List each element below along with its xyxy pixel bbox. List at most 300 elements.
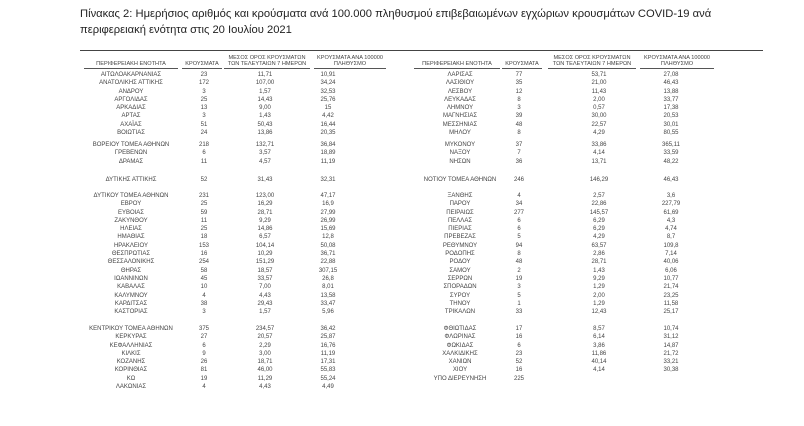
table-row — [0, 375, 804, 383]
cell-per100k: 36,42 — [320, 326, 336, 332]
cell-cases: 16 — [200, 251, 208, 258]
table-row — [0, 141, 804, 149]
cell-avg: 50,43 — [257, 121, 273, 128]
header-region: ΠΕΡΙΦΕΡΕΙΑΚΗ ΕΝΟΤΗΤΑ — [84, 61, 178, 69]
cell-region: ΠΕΛΛΑΣ — [447, 217, 473, 224]
cell-avg: 2,00 — [593, 292, 605, 299]
header-per100k: ΚΡΟΥΣΜΑΤΑ ΑΝΑ 100000 ΠΛΗΘΥΣΜΟ — [640, 55, 714, 69]
table-row — [0, 209, 804, 217]
cell-cases: 94 — [515, 242, 523, 249]
table-row — [0, 88, 804, 96]
cell-region: ΛΑΚΩΝΙΑΣ — [115, 384, 147, 391]
cell-per100k: 27,08 — [663, 72, 679, 78]
cell-avg: 18,57 — [257, 267, 273, 274]
cell-cases: 11 — [200, 217, 208, 224]
cell-cases: 59 — [200, 209, 208, 216]
cell-avg: 53,71 — [591, 72, 607, 78]
cell-avg: 63,57 — [591, 242, 607, 249]
cell-cases: 5 — [517, 234, 521, 241]
cell-avg: 33,86 — [591, 142, 607, 148]
cell-per100k: 17,38 — [663, 105, 679, 112]
cell-per100k: 11,19 — [320, 158, 336, 165]
cell-cases: 8 — [517, 96, 521, 103]
cell-region: ΛΕΣΒΟΥ — [447, 88, 473, 95]
cell-avg: 4,29 — [593, 234, 605, 241]
cell-per100k: 4,49 — [322, 384, 334, 391]
cell-per100k: 33,59 — [663, 150, 679, 157]
cell-region: ΒΟΙΩΤΙΑΣ — [117, 130, 145, 137]
table-row — [0, 358, 804, 366]
cell-per100k: 26,8 — [322, 275, 334, 282]
cell-per100k: 40,06 — [663, 259, 679, 266]
cell-per100k: 33,47 — [320, 300, 336, 307]
cell-per100k: 6,06 — [665, 267, 677, 274]
cell-region: ΙΩΑΝΝΙΝΩΝ — [114, 275, 148, 282]
cell-cases: 6 — [517, 226, 521, 233]
cell-per100k: 15 — [324, 105, 332, 112]
cell-region: ΧΑΛΚΙΔΙΚΗΣ — [442, 350, 478, 357]
cell-avg: 1,29 — [593, 300, 605, 307]
cell-region: ΑΧΑΪΑΣ — [120, 121, 142, 128]
cell-region: ΛΕΥΚΑΔΑΣ — [444, 96, 476, 103]
header-region: ΠΕΡΙΦΕΡΕΙΑΚΗ ΕΝΟΤΗΤΑ — [414, 61, 500, 69]
cell-avg: 12,43 — [591, 309, 607, 316]
cell-avg: 1,43 — [259, 113, 271, 120]
cell-cases: 225 — [513, 375, 524, 382]
cell-avg: 1,29 — [593, 284, 605, 291]
cell-per100k: 26,99 — [320, 217, 336, 224]
cell-per100k: 17,31 — [320, 359, 336, 366]
cell-avg: 10,29 — [257, 251, 273, 258]
cell-cases: 9 — [202, 350, 206, 357]
cell-cases: 45 — [200, 275, 208, 282]
cell-per100k: 10,91 — [320, 72, 336, 78]
cell-avg: 9,00 — [259, 105, 271, 112]
cell-cases: 25 — [200, 96, 208, 103]
cell-region: ΚΑΒΑΛΑΣ — [117, 284, 145, 291]
cell-avg: 33,57 — [257, 275, 273, 282]
cell-cases: 33 — [515, 309, 523, 316]
table-row — [0, 242, 804, 250]
cell-cases: 7 — [517, 150, 521, 157]
cell-avg: 7,00 — [259, 284, 271, 291]
cell-avg: 13,86 — [257, 130, 273, 137]
cell-per100k: 11,19 — [320, 350, 336, 357]
cell-region: ΘΗΡΑΣ — [120, 267, 142, 274]
cell-region: ΝΑΞΟΥ — [449, 150, 471, 157]
cell-per100k: 12,8 — [322, 234, 334, 241]
table-row — [0, 325, 804, 333]
cell-cases: 6 — [202, 150, 206, 157]
cell-per100k: 32,31 — [320, 177, 336, 183]
table-row — [0, 225, 804, 233]
cell-region: ΑΡΤΑΣ — [121, 113, 141, 120]
cell-per100k: 20,53 — [663, 113, 679, 120]
table-row — [0, 121, 804, 129]
cell-per100k: 33,21 — [663, 359, 679, 366]
cell-per100k: 36,84 — [320, 142, 336, 148]
cell-region: ΦΩΚΙΔΑΣ — [446, 342, 474, 349]
cell-avg: 30,00 — [591, 113, 607, 120]
table-row — [0, 96, 804, 104]
table-group — [0, 325, 804, 391]
cell-cases: 3 — [202, 113, 206, 120]
cell-cases: 39 — [515, 113, 523, 120]
cell-per100k: 21,74 — [663, 284, 679, 291]
cell-per100k: 25,17 — [663, 309, 679, 316]
cell-region: ΔΡΑΜΑΣ — [118, 158, 144, 165]
cell-per100k: 20,35 — [320, 130, 336, 137]
cell-per100k: 16,76 — [320, 342, 336, 349]
cell-cases: 6 — [517, 342, 521, 349]
cell-avg: 28,71 — [257, 209, 273, 216]
cell-avg: 4,14 — [593, 367, 605, 374]
cell-region: ΚΕΡΚΥΡΑΣ — [115, 334, 147, 341]
cell-avg: 146,29 — [589, 177, 609, 183]
cell-cases: 58 — [200, 267, 208, 274]
table-row — [0, 158, 804, 166]
cell-region: ΑΝΑΤΟΛΙΚΗΣ ΑΤΤΙΚΗΣ — [99, 80, 163, 87]
cell-avg: 11,43 — [591, 88, 607, 95]
cell-cases: 2 — [517, 267, 521, 274]
table-group — [0, 192, 804, 316]
cell-avg: 3,86 — [593, 342, 605, 349]
cell-cases: 17 — [515, 326, 523, 332]
cell-avg: 14,43 — [257, 96, 273, 103]
cell-per100k: 16,9 — [322, 201, 334, 208]
cell-region: ΤΡΙΚΑΛΩΝ — [444, 309, 476, 316]
cell-cases: 35 — [515, 80, 523, 87]
cell-per100k: 47,17 — [320, 193, 336, 199]
cell-cases: 16 — [515, 334, 523, 341]
cell-avg: 11,71 — [257, 72, 273, 78]
cell-avg: 14,86 — [257, 226, 273, 233]
cell-region: ΛΗΜΝΟΥ — [446, 105, 474, 112]
cell-region: ΚΑΛΥΜΝΟΥ — [114, 292, 148, 299]
cell-avg: 1,43 — [593, 267, 605, 274]
cell-per100k: 23,25 — [663, 292, 679, 299]
cell-avg: 4,57 — [259, 158, 271, 165]
cell-avg: 132,71 — [255, 142, 275, 148]
cell-avg: 46,00 — [257, 367, 273, 374]
cell-per100k: 10,77 — [663, 275, 679, 282]
cell-per100k: 4,42 — [322, 113, 334, 120]
table-group — [0, 141, 804, 166]
cell-per100k: 7,14 — [665, 251, 677, 258]
cell-cases: 34 — [515, 201, 523, 208]
cell-region: ΛΑΡΙΣΑΣ — [447, 72, 473, 78]
cell-cases: 48 — [515, 121, 523, 128]
cell-avg: 21,00 — [591, 80, 607, 87]
cell-avg: 6,29 — [593, 226, 605, 233]
cell-cases: 6 — [202, 342, 206, 349]
cell-avg: 9,29 — [593, 275, 605, 282]
cell-region: ΦΘΙΩΤΙΔΑΣ — [443, 326, 477, 332]
cell-per100k: 61,69 — [663, 209, 679, 216]
cell-avg: 31,43 — [257, 177, 273, 183]
cell-avg: 29,43 — [257, 300, 273, 307]
cell-per100k: 11,58 — [663, 300, 679, 307]
cell-cases: 16 — [515, 367, 523, 374]
cell-region: ΑΙΤΩΛΟΑΚΑΡΝΑΝΙΑΣ — [100, 72, 162, 78]
cell-region: ΑΡΚΑΔΙΑΣ — [116, 105, 146, 112]
cell-region: ΒΟΡΕΙΟΥ ΤΟΜΕΑ ΑΘΗΝΩΝ — [92, 142, 170, 148]
header-cases: ΚΡΟΥΣΜΑΤΑ — [182, 61, 222, 69]
cell-region: ΠΙΕΡΙΑΣ — [448, 226, 472, 233]
cell-region: ΠΡΕΒΕΖΑΣ — [444, 234, 476, 241]
cell-per100k: 80,55 — [663, 130, 679, 137]
cell-avg: 3,57 — [259, 150, 271, 157]
cell-avg: 16,29 — [257, 201, 273, 208]
cell-avg: 1,57 — [259, 88, 271, 95]
cell-region: ΑΝΔΡΟΥ — [118, 88, 144, 95]
cell-region: ΡΟΔΟΥ — [449, 259, 471, 266]
cell-avg: 2,86 — [593, 251, 605, 258]
cell-per100k: 365,11 — [662, 142, 680, 148]
cell-avg: 6,57 — [259, 234, 271, 241]
cell-per100k: 16,44 — [320, 121, 336, 128]
cell-cases: 52 — [515, 359, 523, 366]
header-cases: ΚΡΟΥΣΜΑΤΑ — [502, 61, 542, 69]
cell-region: ΚΕΦΑΛΛΗΝΙΑΣ — [109, 342, 153, 349]
cell-cases: 277 — [513, 209, 524, 216]
cell-cases: 23 — [515, 350, 523, 357]
cell-region: ΔΥΤΙΚΗΣ ΑΤΤΙΚΗΣ — [105, 177, 157, 183]
cell-region: ΧΑΝΙΩΝ — [448, 359, 472, 366]
cell-region: ΖΑΚΥΝΘΟΥ — [114, 217, 148, 224]
cell-cases: 10 — [200, 284, 208, 291]
cell-avg: 28,71 — [591, 259, 607, 266]
cell-avg: 4,14 — [593, 150, 605, 157]
cell-region: ΥΠΟ ΔΙΕΡΕΥΝΗΣΗ — [433, 375, 487, 382]
cell-avg: 0,57 — [593, 105, 605, 112]
cell-per100k: 30,38 — [663, 367, 679, 374]
cell-per100k: 46,43 — [663, 177, 679, 183]
cell-per100k: 10,74 — [663, 326, 679, 332]
table-row — [0, 176, 804, 184]
cell-cases: 19 — [200, 375, 208, 382]
cell-region: ΤΗΝΟΥ — [449, 300, 471, 307]
cell-region: ΜΗΛΟΥ — [449, 130, 471, 137]
cell-region: ΝΗΣΩΝ — [449, 158, 471, 165]
cell-region: ΜΕΣΣΗΝΙΑΣ — [442, 121, 478, 128]
cell-region: ΚΙΛΚΙΣ — [121, 350, 141, 357]
divider — [80, 50, 763, 51]
cell-per100k: 18,89 — [320, 150, 336, 157]
cell-per100k: 48,22 — [663, 158, 679, 165]
cell-region: ΠΑΡΟΥ — [449, 201, 471, 208]
cell-per100k: 27,99 — [320, 209, 336, 216]
cell-cases: 37 — [515, 142, 523, 148]
table-row — [0, 267, 804, 275]
cell-avg: 234,57 — [255, 326, 275, 332]
cell-cases: 77 — [515, 72, 523, 78]
cell-region: ΕΒΡΟΥ — [120, 201, 142, 208]
cell-cases: 4 — [517, 193, 521, 199]
cell-per100k: 31,12 — [663, 334, 679, 341]
cell-region: ΠΕΙΡΑΙΩΣ — [446, 209, 474, 216]
cell-cases: 11 — [200, 158, 208, 165]
cell-cases: 375 — [198, 326, 209, 332]
cell-per100k: 34,24 — [320, 80, 336, 87]
table-group — [0, 176, 804, 184]
cell-avg: 3,00 — [259, 350, 271, 357]
cell-region: ΜΑΓΝΗΣΙΑΣ — [442, 113, 478, 120]
cell-avg: 20,57 — [257, 334, 273, 341]
cell-avg: 104,14 — [255, 242, 275, 249]
cell-region: ΛΑΣΙΘΙΟΥ — [445, 80, 475, 87]
cell-avg: 2,00 — [593, 96, 605, 103]
table-row — [0, 333, 804, 341]
table-row — [0, 129, 804, 137]
table-row — [0, 258, 804, 266]
cell-per100k: 109,8 — [663, 242, 679, 249]
table-row — [0, 342, 804, 350]
cell-per100k: 22,88 — [320, 259, 336, 266]
table-row — [0, 300, 804, 308]
cell-cases: 3 — [202, 309, 206, 316]
cell-cases: 19 — [515, 275, 523, 282]
table-row — [0, 250, 804, 258]
cell-avg: 18,71 — [257, 359, 273, 366]
cell-region: ΘΕΣΣΑΛΟΝΙΚΗΣ — [107, 259, 155, 266]
cell-cases: 23 — [200, 72, 208, 78]
table-row — [0, 275, 804, 283]
cell-cases: 48 — [515, 259, 523, 266]
cell-per100k: 4,3 — [666, 217, 676, 224]
cell-per100k: 15,69 — [320, 226, 336, 233]
table-row — [0, 308, 804, 316]
cell-cases: 12 — [515, 88, 523, 95]
cell-per100k: 55,24 — [320, 375, 336, 382]
table-row — [0, 79, 804, 87]
cell-cases: 4 — [202, 292, 206, 299]
cell-avg: 123,00 — [255, 193, 275, 199]
cell-avg: 11,29 — [257, 375, 273, 382]
cell-per100k: 21,72 — [663, 350, 679, 357]
cell-cases: 3 — [517, 284, 521, 291]
cell-per100k: 14,87 — [663, 342, 679, 349]
cell-per100k: 46,43 — [663, 80, 679, 87]
cell-cases: 254 — [198, 259, 209, 266]
cell-per100k: 55,83 — [320, 367, 336, 374]
cell-cases: 52 — [200, 177, 208, 183]
table-row — [0, 71, 804, 79]
cell-region: ΣΑΜΟΥ — [449, 267, 471, 274]
cell-region: ΔΥΤΙΚΟΥ ΤΟΜΕΑ ΑΘΗΝΩΝ — [93, 193, 169, 199]
cell-per100k: 30,01 — [663, 121, 679, 128]
cell-cases: 38 — [200, 300, 208, 307]
header-avg: ΜΕΣΟΣ ΟΡΟΣ ΚΡΟΥΣΜΑΤΩΝ ΤΩΝ ΤΕΛΕΥΤΑΙΩΝ 7 ΗΜΕΡΩΝ — [224, 55, 310, 69]
table-caption: Πίνακας 2: Ημερήσιος αριθμός και κρούσματα ανά 100.000 πληθυσμού επιβεβαιωμένων εγχώριων κρουσμάτων COVID-19 ανά περιφερειακή ενότητα στις 20 Ιουλίου 2021 — [80, 8, 712, 36]
cell-cases: 5 — [517, 292, 521, 299]
cell-avg: 2,57 — [593, 193, 605, 199]
cell-region: ΣΠΟΡΑΔΩΝ — [443, 284, 477, 291]
cell-avg: 6,14 — [593, 334, 605, 341]
cell-region: ΚΑΣΤΟΡΙΑΣ — [114, 309, 148, 316]
cell-avg: 13,71 — [591, 158, 607, 165]
cell-region: ΜΥΚΟΝΟΥ — [444, 142, 476, 148]
cell-region: ΝΟΤΙΟΥ ΤΟΜΕΑ ΑΘΗΝΩΝ — [423, 177, 497, 183]
cell-per100k: 36,71 — [320, 251, 336, 258]
cell-region: ΗΛΕΙΑΣ — [120, 226, 142, 233]
cell-per100k: 33,77 — [663, 96, 679, 103]
cell-per100k: 8,7 — [666, 234, 676, 241]
cell-cases: 153 — [198, 242, 209, 249]
cell-cases: 1 — [517, 300, 521, 307]
cell-avg: 145,57 — [589, 209, 609, 216]
cell-per100k: 25,76 — [320, 96, 336, 103]
cell-cases: 6 — [517, 217, 521, 224]
cell-region: ΦΛΩΡΙΝΑΣ — [444, 334, 476, 341]
cell-avg: 6,29 — [593, 217, 605, 224]
cell-cases: 13 — [200, 105, 208, 112]
cell-avg: 11,86 — [591, 350, 607, 357]
cell-region: ΚΟΖΑΝΗΣ — [116, 359, 146, 366]
cell-avg: 8,57 — [593, 326, 605, 332]
cell-region: ΡΕΘΥΜΝΟΥ — [442, 242, 478, 249]
table-row — [0, 149, 804, 157]
cell-cases: 24 — [200, 130, 208, 137]
cell-region: ΗΡΑΚΛΕΙΟΥ — [113, 242, 149, 249]
cell-cases: 4 — [202, 384, 206, 391]
table-row — [0, 192, 804, 200]
cell-per100k: 5,96 — [322, 309, 334, 316]
cell-avg: 1,57 — [259, 309, 271, 316]
cell-per100k: 32,53 — [320, 88, 336, 95]
cell-cases: 231 — [198, 193, 209, 199]
cell-per100k: 307,15 — [318, 267, 338, 274]
cell-cases: 8 — [517, 130, 521, 137]
cell-avg: 4,43 — [259, 384, 271, 391]
cell-region: ΣΥΡΟΥ — [449, 292, 471, 299]
cell-cases: 246 — [513, 177, 524, 183]
cell-region: ΕΥΒΟΙΑΣ — [117, 209, 145, 216]
cell-cases: 3 — [202, 88, 206, 95]
cell-region: ΚΟΡΙΝΘΙΑΣ — [114, 367, 148, 374]
cell-avg: 40,14 — [591, 359, 607, 366]
cell-region: ΑΡΓΟΛΙΔΑΣ — [114, 96, 148, 103]
table-row — [0, 112, 804, 120]
cell-avg: 151,29 — [255, 259, 275, 266]
cell-per100k: 227,79 — [661, 201, 681, 208]
cell-cases: 172 — [198, 80, 209, 87]
cell-cases: 26 — [200, 359, 208, 366]
table-row — [0, 350, 804, 358]
cell-cases: 51 — [200, 121, 208, 128]
cell-region: ΚΑΡΔΙΤΣΑΣ — [114, 300, 148, 307]
cell-cases: 27 — [200, 334, 208, 341]
header-avg: ΜΕΣΟΣ ΟΡΟΣ ΚΡΟΥΣΜΑΤΩΝ ΤΩΝ ΤΕΛΕΥΤΑΙΩΝ 7 ΗΜΕΡΩΝ — [548, 55, 636, 69]
cell-region: ΓΡΕΒΕΝΩΝ — [114, 150, 148, 157]
cell-avg: 4,29 — [593, 130, 605, 137]
table-row — [0, 283, 804, 291]
table-row — [0, 292, 804, 300]
cell-region: ΚΕΝΤΡΙΚΟΥ ΤΟΜΕΑ ΑΘΗΝΩΝ — [89, 326, 173, 332]
cell-avg: 22,86 — [591, 201, 607, 208]
table-row — [0, 217, 804, 225]
cell-per100k: 13,88 — [663, 88, 679, 95]
header-per100k: ΚΡΟΥΣΜΑΤΑ ΑΝΑ 100000 ΠΛΗΘΥΣΜΟ — [314, 55, 386, 69]
cell-per100k: 4,74 — [665, 226, 677, 233]
cell-cases: 81 — [200, 367, 208, 374]
table-row — [0, 104, 804, 112]
cell-cases: 25 — [200, 226, 208, 233]
table-group — [0, 71, 804, 137]
cell-avg: 9,29 — [259, 217, 271, 224]
cell-avg: 107,00 — [255, 80, 275, 87]
cell-region: ΚΩ — [126, 375, 136, 382]
